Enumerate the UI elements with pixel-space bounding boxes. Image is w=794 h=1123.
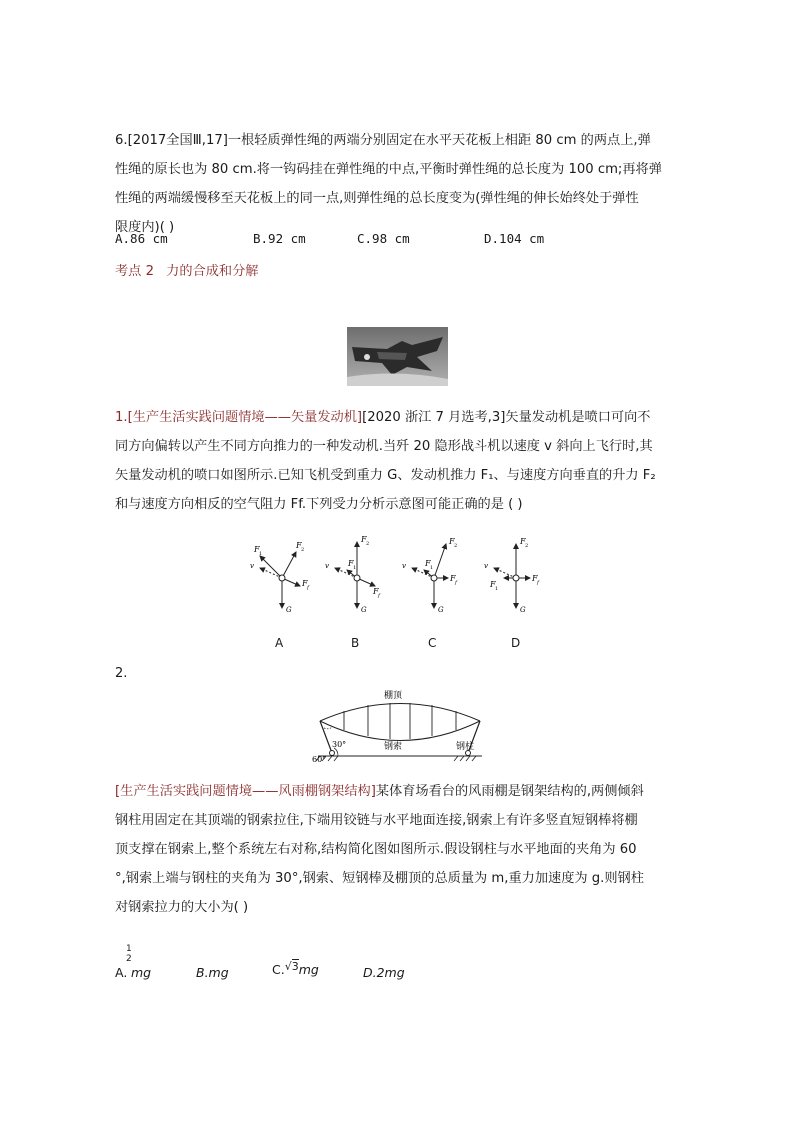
q6-line-1: 6.[2017全国Ⅲ,17]一根轻质弹性绳的两端分别固定在水平天花板上相距 80 cm 的两点上,弹	[115, 133, 651, 148]
fighter-jet-photo	[347, 327, 448, 386]
label-angle-60: 60°	[312, 755, 327, 764]
q1-line-1-text: [2020 浙江 7 月选考,3]矢量发动机是喷口可向不	[362, 410, 651, 425]
label-f1: F	[254, 545, 260, 554]
label-ff-sub: f	[455, 580, 457, 586]
option-a-frac-den: 2	[126, 954, 132, 964]
fig-label-d: D	[511, 636, 521, 650]
label-f2-sub: 2	[525, 543, 529, 549]
label-f2: F	[520, 537, 526, 546]
label-cable: 钢索	[384, 742, 403, 752]
fig-label-b: B	[351, 636, 360, 650]
q2-line-4: °,钢索上端与钢柱的夹角为 30°,钢索、短钢棒及棚顶的总质量为 m,重力加速度为 g.则钢柱	[115, 871, 644, 886]
label-f2-sub: 2	[454, 543, 458, 549]
q6-line-2: 性绳的原长也为 80 cm.将一钩码挂在弹性绳的中点,平衡时弹性绳的总长度为 100 cm;再将弹	[115, 162, 662, 177]
option-a-frac-num: 1	[126, 944, 132, 954]
label-f2-sub: 2	[366, 541, 370, 547]
label-g: G	[286, 606, 292, 614]
label-ff: F	[373, 587, 379, 596]
q2-option-b: B.mg	[196, 965, 229, 980]
label-column: 钢柱	[456, 742, 475, 752]
q2-line-2: 钢柱用固定在其顶端的钢索拉住,下端用铰链与水平地面连接,钢索上有许多竖直短钢棒将棚	[115, 813, 638, 828]
option-c-root: 3	[291, 960, 299, 973]
label-f2: F	[296, 541, 302, 550]
section-heading	[115, 260, 266, 279]
q6-option-b: B.92 cm	[253, 231, 306, 246]
label-ff: F	[450, 574, 456, 583]
label-v: v	[484, 562, 488, 570]
fig-label-c: C	[428, 636, 437, 650]
label-ff-sub: f	[307, 585, 309, 591]
label-v: v	[402, 562, 406, 570]
option-c-prefix: C.	[272, 962, 285, 977]
q1-line-1	[115, 403, 690, 432]
section-number: 考点 2	[115, 264, 154, 279]
label-f1-sub: 1	[495, 586, 499, 592]
q2-context-tag: [生产生活实践问题情境——风雨棚钢架结构]	[115, 784, 376, 799]
q1-stem	[115, 403, 690, 519]
label-g: G	[520, 606, 526, 614]
option-a-suffix: mg	[131, 965, 152, 980]
q2-line-1	[115, 777, 690, 806]
q2-option-c: C.√3mg	[272, 960, 319, 977]
label-f1: F	[348, 559, 354, 568]
label-ff: F	[302, 579, 308, 588]
label-f1: F	[490, 580, 496, 589]
q2-line-1-text: 某体育场看台的风雨棚是钢架结构的,两侧倾斜	[375, 784, 644, 799]
force-diagrams	[240, 530, 560, 625]
q6-line-4: 限度内)( )	[115, 220, 175, 235]
option-a-prefix: A.	[115, 965, 128, 980]
q1-context-tag: 1.[生产生活实践问题情境——矢量发动机]	[115, 410, 363, 425]
label-f1: F	[425, 559, 431, 568]
force-diagram-b	[325, 535, 381, 614]
label-f2: F	[449, 537, 455, 546]
fig-label-a: A	[275, 636, 284, 650]
q6-option-c: C.98 cm	[357, 231, 410, 246]
label-f2: F	[361, 535, 367, 544]
label-ff-sub: f	[537, 580, 539, 586]
q2-number: 2.	[115, 666, 128, 681]
section-title: 力的合成和分解	[166, 264, 259, 279]
label-g: G	[438, 606, 444, 614]
q6-stem	[115, 126, 690, 242]
q1-line-2: 同方向偏转以产生不同方向推力的一种发动机.当歼 20 隐形战斗机以速度 v 斜向上飞行时,其	[115, 439, 653, 454]
label-g: G	[361, 606, 367, 614]
q1-line-3: 矢量发动机的喷口如图所示.已知飞机受到重力 G、发动机推力 F₁、与速度方向垂直的升力 F₂	[115, 468, 656, 483]
label-v: v	[250, 562, 254, 570]
label-f1-sub: 1	[259, 551, 263, 557]
force-diagram-d	[484, 537, 540, 614]
q2-line-5: 对钢索拉力的大小为( )	[115, 900, 249, 915]
label-v: v	[325, 562, 329, 570]
q2-option-a	[115, 944, 155, 984]
q1-line-4: 和与速度方向相反的空气阻力 Ff.下列受力分析示意图可能正确的是 ( )	[115, 497, 523, 512]
q6-option-d: D.104 cm	[484, 231, 545, 246]
label-angle-30: 30°	[332, 740, 347, 749]
q2-option-d: D.2mg	[363, 965, 405, 980]
force-diagram-c	[402, 537, 458, 614]
label-roof: 棚顶	[384, 691, 403, 701]
label-f1-sub: 1	[430, 565, 434, 571]
label-f2-sub: 2	[301, 547, 305, 553]
q2-stem	[115, 777, 690, 922]
force-diagram-a	[250, 541, 310, 614]
option-c-suffix: mg	[298, 962, 319, 977]
label-ff-sub: f	[378, 593, 380, 599]
q6-line-3: 性绳的两端缓慢移至天花板上的同一点,则弹性绳的总长度变为(弹性绳的伸长始终处于弹性	[115, 191, 639, 206]
label-ff: F	[532, 574, 538, 583]
canopy-diagram	[310, 690, 490, 766]
label-f1-sub: 1	[353, 565, 357, 571]
q2-line-3: 顶支撑在钢索上,整个系统左右对称,结构简化图如图所示.假设钢柱与水平地面的夹角为 60	[115, 842, 637, 857]
q6-option-a: A.86 cm	[115, 231, 168, 246]
